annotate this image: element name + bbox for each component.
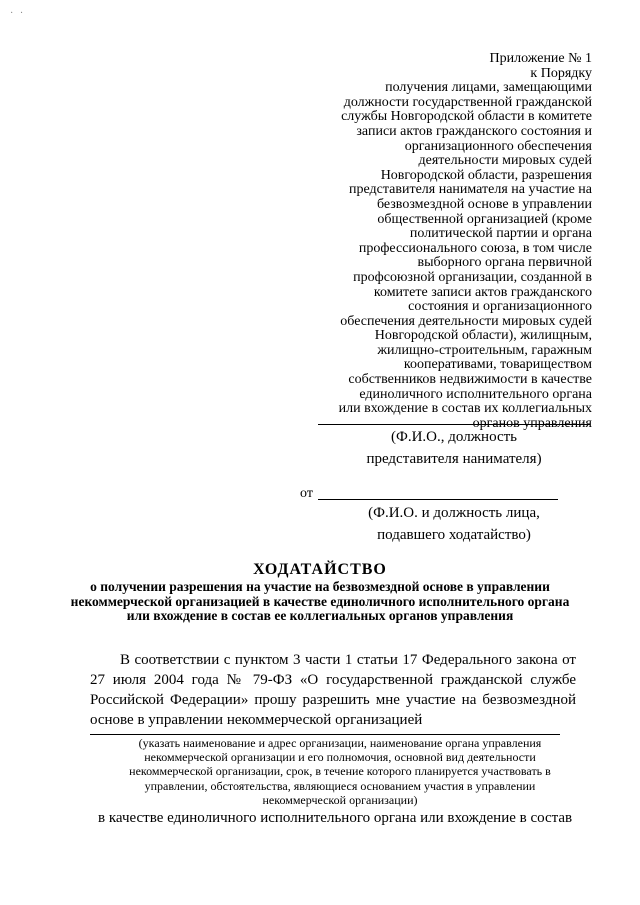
appendix-line: деятельности мировых судей [418,153,592,169]
appendix-line: обеспечения деятельности мировых судей [340,313,592,329]
appendix-line: представителя нанимателя на участие на [349,182,592,198]
appendix-line: органов управления [472,415,592,431]
appendix-line: профессионального союза, в том числе [358,240,592,256]
continuation-text: в качестве единоличного исполнительного органа или вхождение в состав [98,810,573,826]
appendix-line: жилищно-строительным, гаражным [377,342,592,358]
appendix-line: политической партии и органа [409,226,592,242]
scan-mark: · · [10,8,26,19]
title-subtitle: о получении разрешения на участие на безвозмездной основе в управлении некоммерческой организацией в качестве единоличного исполнительного органа или вхождение в состав ее коллегиальных органов управления [70,579,570,623]
sender-caption-line1: (Ф.И.О. и должность лица, [368,505,540,521]
organization-note: (указать наименование и адрес организации, наименование органа управления некоммерческой организации и его полномочия, основной вид деятельности некоммерческой организации, срок, в течение которого планируется участвовать в управлении, обстоятельства, являющиеся основанием участия в управлении некоммерческой организации) [129,736,551,807]
appendix-line: единоличного исполнительного органа [359,386,592,402]
sender-blank-line [318,499,558,500]
appendix-line: Приложение № 1 [489,51,592,66]
from-label: от [300,486,313,501]
appendix-line: кооперативами, товариществом [403,357,592,373]
appendix-line: службы Новгородской области в комитете [341,109,592,125]
addressee-caption-line2: представителя нанимателя) [366,451,542,467]
appendix-line: профсоюзной организации, созданной в [353,269,592,285]
sender-caption-line2: подавшего ходатайство) [377,527,531,543]
body-paragraph [90,650,576,730]
appendix-line: Новгородской области, разрешения [380,167,592,183]
appendix-line: к Порядку [530,65,592,81]
appendix-line: безвозмездной основе в управлении [376,196,592,212]
appendix-line: общественной организацией (кроме [377,211,592,227]
addressee-caption-line1: (Ф.И.О., должность [391,429,517,445]
addressee-blank-line [318,424,590,425]
appendix-line: записи актов гражданского состояния и [356,123,592,139]
title-main: ХОДАТАЙСТВО [253,561,387,578]
appendix-line: собственников недвижимости в качестве [348,372,592,388]
appendix-line: комитете записи актов гражданского [373,284,592,300]
addressee-caption [318,426,590,470]
appendix-line: организационного обеспечения [404,138,592,154]
body-paragraph-text: В соответствии с пунктом 3 части 1 статьи 17 Федерального закона от 27 июля 2004 года № 79-ФЗ «О государственной гражданской службе Российской Федерации» прошу разрешить мне участие на безвозмездной основе в управлении некоммерческой организацией [90,652,576,728]
organization-blank-line [90,734,560,735]
appendix-line: выборного органа первичной [417,255,592,271]
appendix-line: Новгородской области), жилищным, [374,328,592,344]
appendix-line: состояния и организационного [408,299,592,315]
appendix-header [302,52,592,431]
appendix-line: получения лицами, замещающими [385,80,592,96]
appendix-line: должности государственной гражданской [343,94,592,110]
sender-caption [318,502,590,546]
appendix-line: или вхождение в состав их коллегиальных [338,401,592,417]
document-title [60,560,580,624]
